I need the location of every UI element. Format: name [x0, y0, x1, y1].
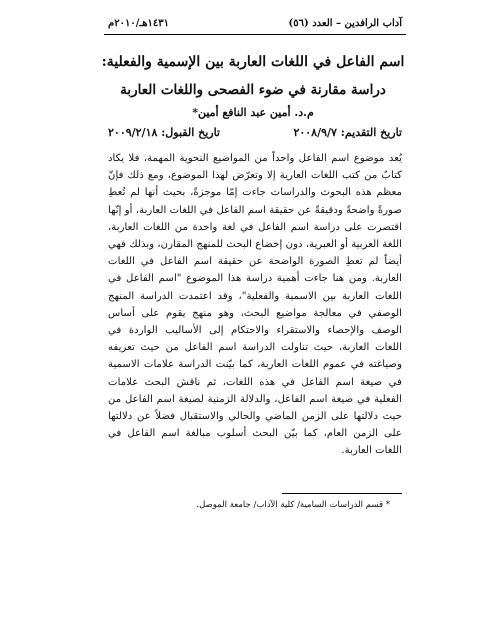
running-header	[108, 18, 402, 30]
abstract-body	[108, 150, 402, 460]
issue-date: ١٤٣١هـ/٢٠١٠م	[108, 18, 170, 29]
footnote-rule	[282, 493, 402, 494]
acceptance-date: تاريخ القبول: ٢٠٠٩/٢/١٨	[108, 126, 220, 139]
article-title: اسم الفاعل في اللغات العاربة بين الإسمية والفعلية:	[101, 54, 405, 70]
dates-row	[108, 126, 402, 139]
abstract-paragraph: يُعد موضوع اسم الفاعل واحداً من المواضيع النحوية المهمة، فلا يكاد كتابٌ من كتب اللغات العارية إلا وتعرّض لهذا الموضوع، ومع ذلك فإنّ معظم هذه البحوث والدراسات جاءت إمّا موجزةً، بحيث أنها لم تُعطِ صورةً واضحةً ودقيقةً عن حقيقة اسم الفاعل في اللغات العاربة، أو إنّها اقتصرت على دراسة اسم الفاعل في لغة واحدة من اللغات العاربة، اللغة العربية أو العبرية، دون إخضاع البحث للمنهج المقارن، وبذلك فهي أيضاً لم تعطِ الصورة الواضحة عن حقيقة اسم الفاعل في اللغات العاربة. ومن هنا جاءت أهمية دراسة هذا الموضوع "اسم الفاعل في اللغات العاربة بين الاسمية والفعلية"، وقد اعتمدت الدراسة المنهج الوصفي في معالجة مواضيع البحث، وهو منهج يقوم على أساس الوصف والإحصاء والاستقراء والاحتكام إلى الأساليب الواردة في اللغات العاربة، حيث تناولت الدراسة اسم الفاعل من حيث تعريفه وصياغته في عموم اللغات العاربة، كما بيّنت الدراسة علامات الاسمية في صيغة اسم الفاعل في هذه اللغات، ثم ناقش البحث علامات الفعلية في صيغة اسم الفاعل، والدلالة الزمنية لصيغة اسم الفاعل من حيث دلالتها على الزمن الماضي والحالي والاستقبال فضلاً عن دلالتها على الزمن العام، كما بيّن البحث أسلوب مبالغة اسم الفاعل في اللغات العاربة.	[108, 153, 402, 457]
header-rule	[104, 34, 406, 35]
submission-date: تاريخ التقديم: ٢٠٠٨/٩/٧	[293, 126, 402, 139]
journal-name: آداب الرافدين – العدد (٥٦)	[288, 18, 402, 29]
footnote: * قسم الدراسات السامية/ كلية الآداب/ جامعة الموصل.	[196, 500, 390, 510]
author-name: م.د. أمين عبد النافع أمين*	[192, 106, 314, 119]
article-subtitle: دراسة مقارنة في ضوء الفصحى واللغات العاربة	[120, 82, 386, 98]
